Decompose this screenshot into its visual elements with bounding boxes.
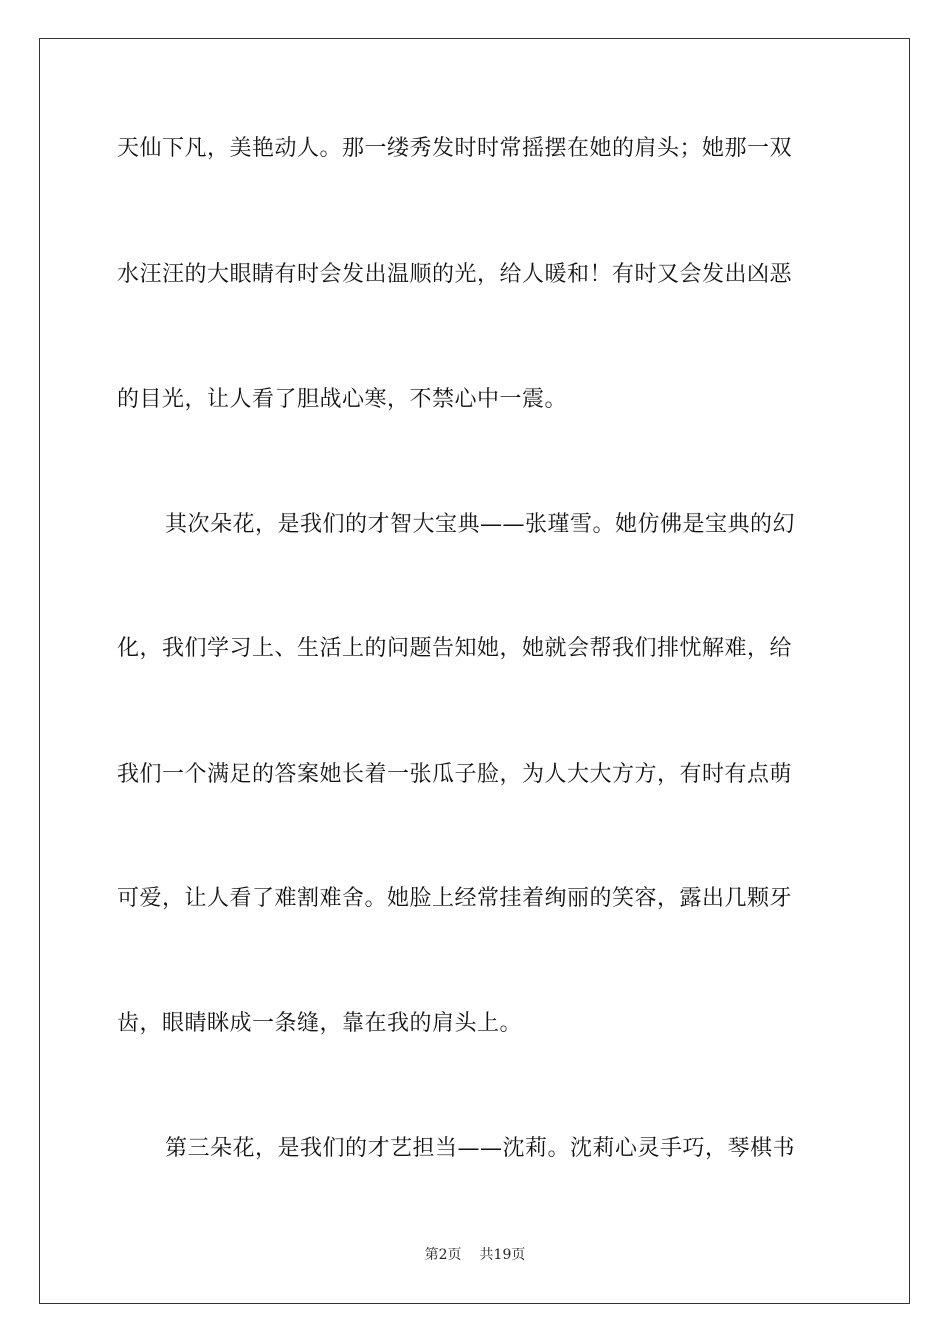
page-border (39, 38, 910, 1304)
paragraph-start-line: 第三朵花，是我们的才艺担当——沈莉。沈莉心灵手巧，琴棋书 (165, 1136, 796, 1161)
text-line: 的目光，让人看了胆战心寒，不禁心中一震。 (117, 387, 568, 412)
text-line: 天仙下凡，美艳动人。那一缕秀发时时常摇摆在她的肩头；她那一双 (117, 136, 793, 161)
text-line: 齿，眼睛眯成一条缝，靠在我的肩头上。 (117, 1011, 523, 1036)
text-line: 可爱，让人看了难割难舍。她脸上经常挂着绚丽的笑容，露出几颗牙 (117, 886, 793, 911)
paragraph-start-line: 其次朵花，是我们的才智大宝典——张瑾雪。她仿佛是宝典的幻 (165, 512, 796, 537)
text-line: 化，我们学习上、生活上的问题告知她，她就会帮我们排忧解难，给 (117, 636, 793, 661)
page-total: 共19页 (479, 1247, 526, 1263)
page-footer (0, 1246, 950, 1264)
page-number: 第2页 (424, 1247, 462, 1263)
text-line: 水汪汪的大眼睛有时会发出温顺的光，给人暖和！有时又会发出凶恶 (117, 262, 793, 287)
text-line: 我们一个满足的答案她长着一张瓜子脸，为人大大方方，有时有点萌 (117, 762, 793, 787)
